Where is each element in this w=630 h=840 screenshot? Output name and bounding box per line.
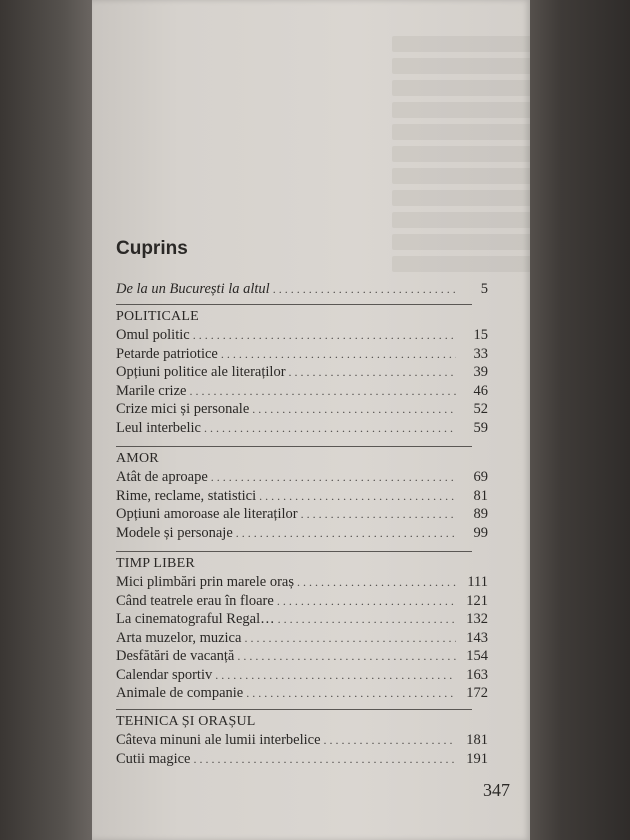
entry-page: 59 [473,419,488,436]
entry-page: 5 [480,281,488,297]
entry-title: Animale de companie [116,685,244,701]
leader-dots [204,419,456,438]
leader-dots [301,505,456,524]
entry-title: Modele și personaje [116,524,233,541]
entry-page: 39 [473,364,488,380]
entry-page: 33 [473,345,488,362]
entry-page: 46 [473,382,488,399]
section-politicale [116,308,488,437]
leader-dots [221,345,456,364]
background-left [0,0,92,840]
entry-title: Desfătări de vacanță [116,648,235,664]
entry-page: 163 [466,666,488,683]
toc-entry [116,382,488,401]
section-amor [116,450,488,542]
entry-page: 99 [473,524,488,541]
leader-dots [273,280,456,299]
toc-entry [116,731,488,750]
leader-dots [289,363,456,382]
section-divider [116,709,472,710]
toc-entry [116,524,488,543]
toc-entry [116,666,488,685]
toc-entry [116,647,488,666]
leader-dots [277,592,456,611]
leader-dots [237,647,456,666]
section-divider [116,446,472,447]
leader-dots [211,468,456,487]
toc-entry [116,610,488,629]
toc-entry [116,487,488,506]
entry-page: 69 [473,469,488,485]
leader-dots [246,684,456,703]
leader-dots [297,573,456,592]
toc-entry [116,345,488,364]
entry-page: 52 [473,401,488,417]
leader-dots [278,610,456,629]
leader-dots [324,731,456,750]
section-title: TIMP LIBER [116,556,195,571]
entry-title: Opțiuni politice ale literaților [116,364,286,380]
entry-page: 111 [467,574,488,590]
entry-title: Petarde patriotice [116,345,218,362]
section-tehnica-si-orasul [116,713,488,768]
entry-page: 191 [466,750,488,767]
toc-intro-entry [116,280,488,300]
page-number: 347 [483,780,510,800]
entry-title: Opțiuni amoroase ale literaților [116,506,298,522]
leader-dots [215,666,456,685]
toc-heading: Cuprins [116,238,188,259]
entry-title: Leul interbelic [116,419,201,436]
toc-entry [116,592,488,611]
toc-entry [116,684,488,703]
entry-page: 154 [466,648,488,664]
toc-entry [116,326,488,345]
section-title: POLITICALE [116,309,199,324]
toc-entry [116,363,488,382]
entry-title: Rime, reclame, statistici [116,487,257,504]
entry-title: Arta muzelor, muzica [116,629,242,646]
section-divider [116,551,472,552]
leader-dots [244,629,456,648]
section-timp-liber [116,555,488,703]
entry-page: 89 [473,506,488,522]
entry-title: Crize mici și personale [116,401,250,417]
section-title: TEHNICA ȘI ORAȘUL [116,714,256,729]
entry-title: Marile crize [116,382,187,399]
leader-dots [236,524,456,543]
toc-entry [116,419,488,438]
toc-entry [116,750,488,769]
leader-dots [189,382,456,401]
entry-title: De la un București la altul [116,281,270,297]
toc-entry [116,400,488,419]
leader-dots [259,487,456,506]
entry-title: Atât de aproape [116,469,208,485]
entry-title: Câteva minuni ale lumii interbelice [116,732,321,748]
entry-page: 81 [473,487,488,504]
entry-page: 121 [466,592,488,609]
entry-page: 172 [466,685,488,701]
background-right [530,0,630,840]
toc-entry [116,629,488,648]
toc-entry [116,505,488,524]
entry-page: 143 [466,629,488,646]
leader-dots [252,400,456,419]
toc-entry [116,468,488,487]
entry-title: Calendar sportiv [116,666,213,683]
section-divider [116,304,472,305]
leader-dots [193,326,456,345]
toc-entry [116,573,488,592]
section-title: AMOR [116,451,159,466]
entry-title: Mici plimbări prin marele oraș [116,574,294,590]
entry-title: Cutii magice [116,750,191,767]
leader-dots [194,750,457,769]
entry-page: 132 [466,611,488,627]
entry-page: 181 [466,732,488,748]
entry-title: Omul politic [116,327,190,343]
entry-title: Când teatrele erau în floare [116,592,274,609]
entry-page: 15 [473,327,488,343]
entry-title: La cinematograful Regal… [116,611,275,627]
